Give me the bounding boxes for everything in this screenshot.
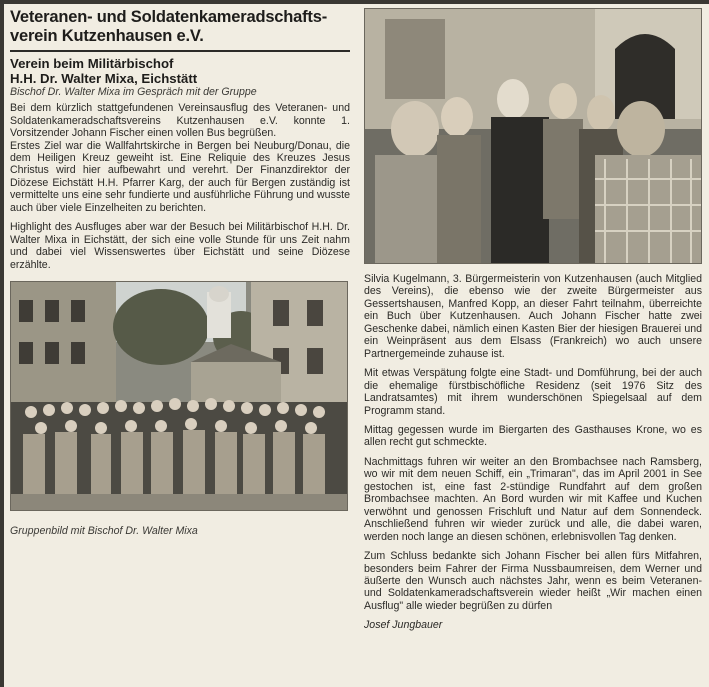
paragraph-schluss: Zum Schluss bedankte sich Johann Fischer bei allen fürs Mitfahren, besonders beim Fahrer der Firma Nussbaumreisen, dem Werner und äußerte den Wunsch auch nächstes Jahr, wenn es beim Veteranen- und Soldatenkameradschaftsverein wieder heißt „Wir machen einen Ausflug" alle wieder begrüßen zu dürfen	[364, 550, 702, 612]
headline-line-2: verein Kutzenhausen e.V.	[10, 27, 204, 45]
paragraph-kugelmann: Silvia Kugelmann, 3. Bürgermeisterin von Kutzenhausen (auch Mitglied des Vereins), die ebenso wie der zweite Bürgermeister aus Gessertshausen, Manfred Kopp, an dieser Fahrt teilnahm, überreichte ein Buch über Kutzenhausen. Auch Johann Fischer hatte zwei Geschenke dabei, nämlich einen Kasten Bier der hiesigen Brauerei und ein Weinpräsent aus dem Elsass (Frankreich) wo auch unsere Partnergemeinde zuhause ist.	[364, 273, 702, 360]
top-border	[0, 0, 709, 4]
caption-top-photo: Bischof Dr. Walter Mixa im Gespräch mit der Gruppe	[10, 86, 257, 99]
article-headline	[10, 8, 350, 46]
left-border	[0, 0, 4, 687]
bishop-conversation-photo	[364, 8, 702, 264]
left-column	[10, 8, 350, 537]
author-signature: Josef Jungbauer	[364, 619, 443, 632]
article-subheadline	[10, 57, 350, 86]
subheadline-line-2: H.H. Dr. Walter Mixa, Eichstätt	[10, 70, 198, 86]
paragraph-highlight: Highlight des Ausfluges aber war der Besuch bei Militärbischof H.H. Dr. Walter Mixa in Eichstätt, der sich eine volle Stunde für uns Zeit nahm und dabei viel Wissenswertes über Eichstätt und seine Diözese erzählte.	[10, 221, 350, 271]
paragraph-stadtfuehrung: Mit etwas Verspätung folgte eine Stadt- und Domführung, bei der auch die ehemalige fürstbischöfliche Residenz (seit 1976 Sitz des Landratsamtes) mit ihrem wunderschönen Spiegelsaal auf dem Programm stand.	[364, 367, 702, 417]
subheadline-line-1: Verein beim Militärbischof	[10, 56, 174, 71]
paragraph-brombachsee: Nachmittags fuhren wir weiter an den Brombachsee nach Ramsberg, wo wir mit dem neuen Schiff, ein „Trimaran", das im April 2001 in See gestochen ist, eine fast 2-stündige Rundfahrt auf dem großen Brombachsee machten. An Bord wurden wir mit Kaffee und Kuchen verwöhnt und genossen Frischluft und Natur auf dem Sonnendeck. Anschließend fuhren wir wieder zurück und alle, die dabei waren, werden noch lange an diesen schönen, erlebnisvollen Tag denken.	[364, 455, 702, 543]
bishop-conversation-image	[365, 9, 701, 263]
right-column	[364, 8, 702, 631]
group-photo	[10, 281, 348, 511]
paragraph-mittag: Mittag gegessen wurde im Biergarten des Gasthauses Krone, wo es allen recht gut schmeckte.	[364, 423, 702, 449]
caption-group-photo: Gruppenbild mit Bischof Dr. Walter Mixa	[10, 525, 198, 538]
headline-line-1: Veteranen- und Soldatenkameradschafts-	[10, 8, 327, 26]
group-photo-image	[11, 282, 347, 510]
headline-rule	[10, 50, 350, 52]
paragraph-intro: Bei dem kürzlich stattgefundenen Vereinsausflug des Veteranen- und Soldatenkameradschaftsvereins Kutzenhausen e.V. konnte 1. Vorsitzender Johann Fischer einen vollen Bus begrüßen.	[10, 102, 350, 140]
paragraph-bergen: Erstes Ziel war die Wallfahrtskirche in Bergen bei Neuburg/Donau, die dem Heiligen Kreuz geweiht ist. Eine Reliquie des Kreuzes Jesus Christus wird hier aufbewahrt und verehrt. Der Finanzdirektor der Diözese Eichstätt H.H. Pfarrer Karg, der auch für Bergen zuständig ist vermittelte uns eine sehr fundierte und ausführliche Führung und wusste auch über viele Einzelheiten zu berichten.	[10, 139, 350, 214]
